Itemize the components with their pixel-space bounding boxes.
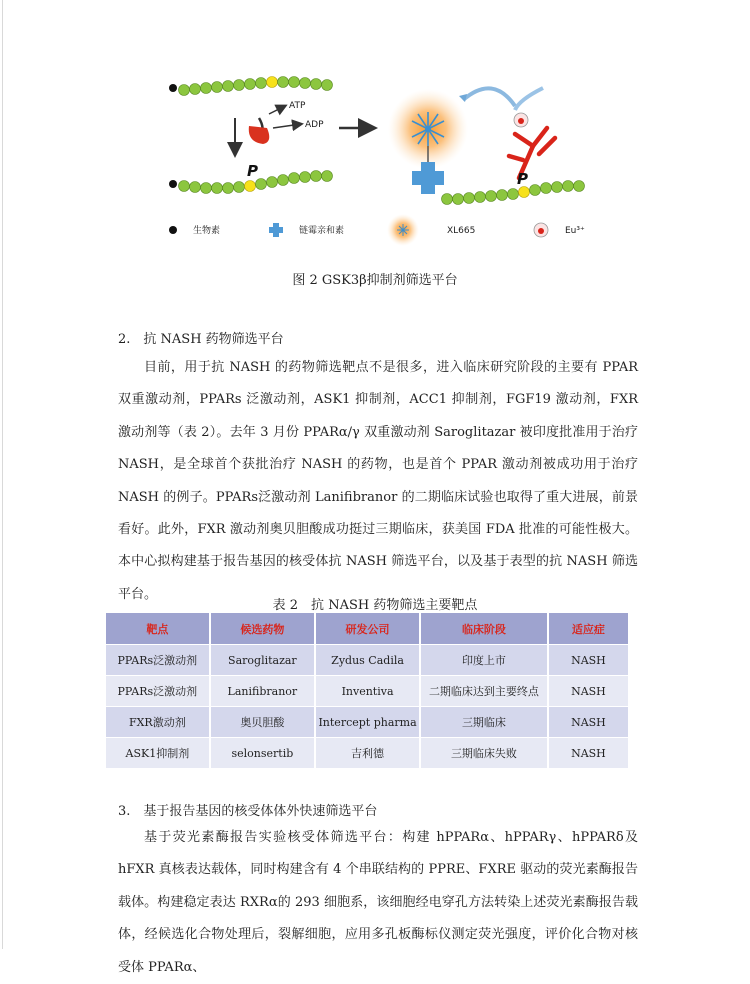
table-cell: Zydus Cadila xyxy=(315,645,420,676)
phospho-p-label-2: P xyxy=(517,170,528,188)
kinase-icon xyxy=(249,126,269,144)
legend-xl665-label: XL665 xyxy=(447,226,476,236)
table-header-row xyxy=(106,613,629,645)
table-row xyxy=(106,738,629,769)
text-line: 核表达载体，同时构建含有 4 个串联结构的 PPRE、FXRE 驱动的荧光素酶报告载体。构建 xyxy=(118,862,638,910)
legend-streptavidin-label: 链霉亲和素 xyxy=(299,226,345,236)
table-row xyxy=(106,645,629,676)
text-line: 目前，用于抗 NASH 的药物筛选靶点不是很多，进入临床研究阶段的主要有 PPAR 双 xyxy=(118,360,638,408)
gsk3b-screening-figure xyxy=(163,66,593,256)
column-header: 靶点 xyxy=(106,613,210,645)
table-cell: NASH xyxy=(548,707,629,738)
table-cell: 奥贝胆酸 xyxy=(210,707,315,738)
table-cell: 二期临床达到主要终点 xyxy=(420,676,548,707)
legend-europium-label: Eu³⁺ xyxy=(565,226,585,236)
column-header: 研发公司 xyxy=(315,613,420,645)
text-line: 贝胆酸成功挺过三期临床，获美国 FDA 批准的可能性极大。本中心拟构建基于报告基因的 xyxy=(118,522,638,570)
adp-label: ADP xyxy=(305,120,324,130)
figure-caption: 图 2 GSK3β抑制剂筛选平台 xyxy=(292,273,458,288)
kinase-reaction xyxy=(235,101,324,154)
column-header: 适应症 xyxy=(548,613,629,645)
atp-label: ATP xyxy=(289,101,306,111)
phospho-p-label: P xyxy=(247,162,258,180)
table-cell: 吉利德 xyxy=(315,738,420,769)
text-line: 稳定表达 RXRα的 293 细胞系，该细胞经电穿孔方法转染上述荧光素酶报告载体，经候选化 xyxy=(118,894,638,943)
table-row xyxy=(106,676,629,707)
text-line: 重激动剂，PPARs 泛激动剂，ASK1 抑制剂，ACC1 抑制剂，FGF19 激动剂，FXR 激动剂等 xyxy=(118,392,638,440)
table-cell: NASH xyxy=(548,676,629,707)
substrate-chain-bottom xyxy=(169,162,333,194)
antibody-icon xyxy=(509,128,555,178)
page-border xyxy=(2,0,3,949)
black-dot-icon xyxy=(169,226,177,234)
text-line: 首个获批治疗 NASH 的药物，也是首个 PPAR 激动剂被成功用于治疗 NASH 的例子。PPARs xyxy=(118,457,639,505)
column-header: 候选药物 xyxy=(210,613,315,645)
table-cell: Saroglitazar xyxy=(210,645,315,676)
table-cell: ASK1抑制剂 xyxy=(106,738,210,769)
table-cell: 三期临床失败 xyxy=(420,738,548,769)
nash-targets-table xyxy=(106,613,630,768)
table-cell: Inventiva xyxy=(315,676,420,707)
text-line: （表 2）。去年 3 月份 PPARα/γ 双重激动剂 Saroglitazar 被印度批准用于治疗 NASH，是全球 xyxy=(118,424,638,473)
section-2-paragraph xyxy=(118,352,638,611)
table-cell: PPARs泛激动剂 xyxy=(106,645,210,676)
blue-cross-icon xyxy=(269,223,283,237)
table-cell: 印度上市 xyxy=(420,645,548,676)
table-cell: Intercept pharma xyxy=(315,707,420,738)
section-heading-3: 3. 基于报告基因的核受体体外快速筛选平台 xyxy=(118,804,378,819)
column-header: 临床阶段 xyxy=(420,613,548,645)
fret-complex xyxy=(388,88,585,205)
gsk3b-schematic xyxy=(163,66,593,256)
text-line: 核受体抗 NASH 筛选平台，以及基于表型的抗 NASH 筛选平台。 xyxy=(118,554,638,602)
table-cell: 三期临床 xyxy=(420,707,548,738)
table-cell: PPARs泛激动剂 xyxy=(106,676,210,707)
text-line: 合物处理后，裂解细胞，应用多孔板酶标仪测定荧光强度，评价化合物对核受体 PPARα、 xyxy=(118,927,638,975)
text-line: 泛激动剂 Lanifibranor 的二期临床试验也取得了重大进展，前景看好。此外，FXR 激动剂奥 xyxy=(118,489,638,538)
table-cell: NASH xyxy=(548,738,629,769)
table-title: 表 2 抗 NASH 药物筛选主要靶点 xyxy=(272,598,478,613)
table-cell: selonsertib xyxy=(210,738,315,769)
substrate-chain-top xyxy=(169,77,333,96)
table-cell: FXR激动剂 xyxy=(106,707,210,738)
section-heading-2: 2. 抗 NASH 药物筛选平台 xyxy=(118,332,284,347)
section-3-paragraph xyxy=(118,822,638,984)
legend-biotin-label: 生物素 xyxy=(193,226,221,236)
figure-legend xyxy=(169,214,585,246)
text-line: 基于荧光素酶报告实验核受体筛选平台：构建 hPPARα、hPPARγ、hPPARδ及 hFXR 真 xyxy=(118,830,638,878)
table-row xyxy=(106,707,629,738)
table-cell: NASH xyxy=(548,645,629,676)
table-cell: Lanifibranor xyxy=(210,676,315,707)
